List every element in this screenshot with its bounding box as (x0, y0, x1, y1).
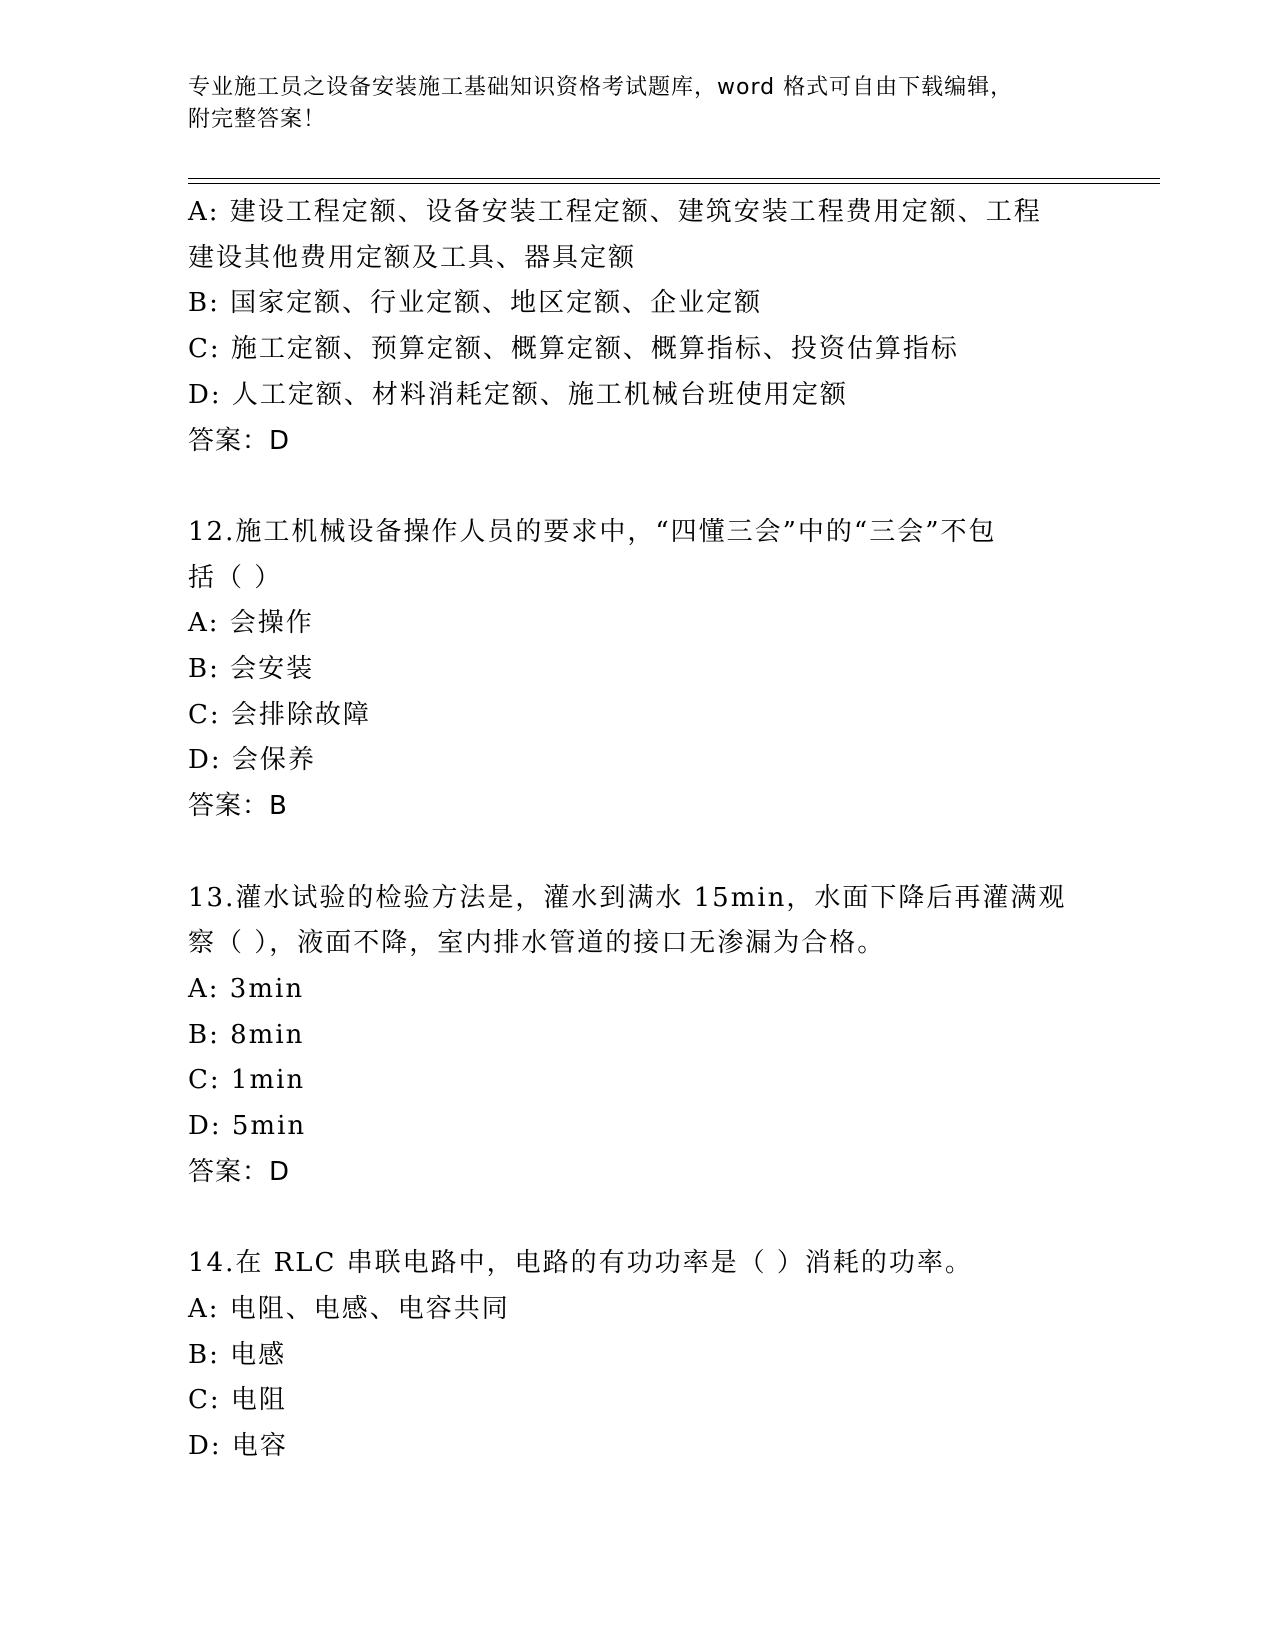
q11-option-d: D: 人工定额、材料消耗定额、施工机械台班使用定额 (188, 379, 848, 410)
q14-option-d: D: 电容 (188, 1430, 288, 1461)
q13-option-b: B: 8min (188, 1019, 305, 1050)
q14-option-a: A: 电阻、电感、电容共同 (188, 1293, 510, 1324)
q14-option-b: B: 电感 (188, 1339, 287, 1370)
header-divider-bottom (188, 183, 1160, 184)
q11-option-c: C: 施工定额、预算定额、概算定额、概算指标、投资估算指标 (188, 334, 959, 365)
q11-answer: 答案：D (188, 425, 291, 456)
q12-stem-line-1: 12.施工机械设备操作人员的要求中，“四懂三会”中的“三会”不包 (188, 516, 997, 547)
q11-option-b: B: 国家定额、行业定额、地区定额、企业定额 (188, 288, 763, 319)
q13-option-c: C: 1min (188, 1065, 306, 1096)
q11-option-a-line-2: 建设其他费用定额及工具、器具定额 (188, 242, 637, 273)
question-14-block (188, 1241, 1088, 1470)
q14-option-c: C: 电阻 (188, 1385, 287, 1416)
q12-option-b: B: 会安装 (188, 654, 315, 685)
spacer (188, 464, 1088, 510)
q12-option-a: A: 会操作 (188, 608, 314, 639)
q13-stem-line-1: 13.灌水试验的检验方法是，灌水到满水 15min，水面下降后再灌满观 (188, 882, 1067, 913)
q12-stem-line-2: 括（ ） (188, 562, 283, 593)
q12-option-c: C: 会排除故障 (188, 699, 371, 730)
spacer (188, 830, 1088, 876)
question-12-block (188, 510, 1088, 830)
question-13-block (188, 876, 1088, 1196)
header-divider-top (188, 178, 1160, 179)
q13-stem-line-2: 察（ ），液面不降，室内排水管道的接口无渗漏为合格。 (188, 928, 886, 959)
document-header (188, 72, 1088, 136)
header-line-2: 附完整答案！ (188, 107, 327, 132)
header-line-1: 专业施工员之设备安装施工基础知识资格考试题库，word 格式可自由下载编辑， (188, 75, 1014, 100)
q13-answer: 答案：D (188, 1156, 291, 1187)
q11-option-a-line-1: A: 建设工程定额、设备安装工程定额、建筑安装工程费用定额、工程 (188, 197, 1042, 227)
q14-stem: 14.在 RLC 串联电路中，电路的有功功率是（ ）消耗的功率。 (188, 1248, 973, 1279)
q12-answer: 答案：B (188, 791, 288, 822)
q12-option-d: D: 会保养 (188, 745, 316, 776)
q13-option-a: A: 3min (188, 973, 305, 1004)
question-content (188, 190, 1088, 1470)
q13-option-d: D: 5min (188, 1111, 307, 1142)
question-11-block (188, 190, 1088, 464)
spacer (188, 1195, 1088, 1241)
